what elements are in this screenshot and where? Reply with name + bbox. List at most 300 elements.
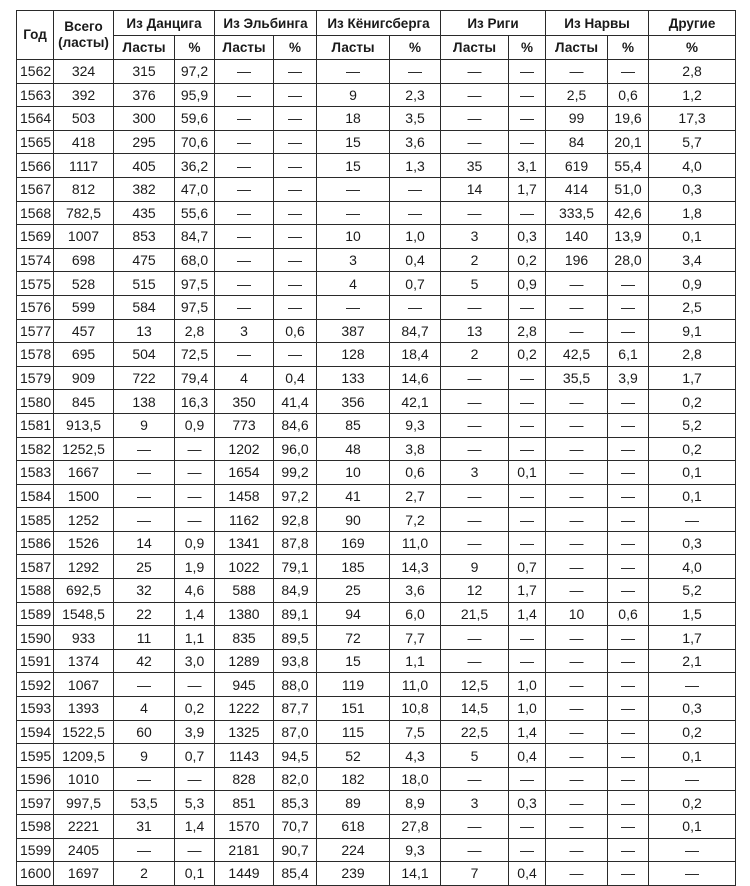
cell-konigsberg-lasts: 182 (317, 767, 390, 791)
cell-narva-percent: 51,0 (608, 177, 649, 201)
cell-narva-lasts: — (546, 791, 608, 815)
cell-elbing-lasts: — (215, 83, 274, 107)
cell-danzig-percent: 0,2 (175, 697, 215, 721)
cell-other-percent: 4,0 (649, 154, 736, 178)
cell-year: 1589 (17, 602, 54, 626)
cell-other-percent: 0,1 (649, 225, 736, 249)
cell-konigsberg-percent: 6,0 (390, 602, 441, 626)
cell-narva-percent: 55,4 (608, 154, 649, 178)
cell-riga-lasts: 5 (441, 272, 509, 296)
table-row (17, 177, 736, 201)
cell-danzig-percent: 16,3 (175, 390, 215, 414)
cell-riga-lasts: — (441, 531, 509, 555)
cell-danzig-percent: 97,2 (175, 60, 215, 84)
cell-narva-lasts: — (546, 295, 608, 319)
cell-other-percent: 0,2 (649, 791, 736, 815)
table-row (17, 107, 736, 131)
cell-riga-percent: 2,8 (509, 319, 546, 343)
cell-riga-percent: 0,4 (509, 862, 546, 886)
cell-konigsberg-lasts: 224 (317, 838, 390, 862)
cell-narva-percent: — (608, 60, 649, 84)
cell-konigsberg-lasts: 72 (317, 626, 390, 650)
cell-total: 1522,5 (54, 720, 114, 744)
cell-year: 1574 (17, 248, 54, 272)
cell-riga-percent: — (509, 815, 546, 839)
cell-danzig-percent: 1,4 (175, 602, 215, 626)
cell-elbing-percent: 93,8 (274, 649, 317, 673)
cell-narva-percent: 42,6 (608, 201, 649, 225)
cell-total: 812 (54, 177, 114, 201)
cell-danzig-lasts: 504 (114, 343, 175, 367)
cell-danzig-lasts: 853 (114, 225, 175, 249)
cell-konigsberg-lasts: 618 (317, 815, 390, 839)
cell-danzig-lasts: — (114, 484, 175, 508)
header-total (54, 11, 114, 60)
subheader-percent: % (509, 36, 546, 60)
header-group-konigsberg: Из Кёнигсберга (317, 11, 441, 36)
cell-konigsberg-percent: 1,1 (390, 649, 441, 673)
cell-konigsberg-lasts: 18 (317, 107, 390, 131)
cell-total: 2221 (54, 815, 114, 839)
cell-danzig-lasts: 4 (114, 697, 175, 721)
table-row (17, 461, 736, 485)
cell-konigsberg-lasts: 115 (317, 720, 390, 744)
cell-riga-percent: 1,4 (509, 720, 546, 744)
cell-year: 1592 (17, 673, 54, 697)
cell-narva-lasts: — (546, 508, 608, 532)
cell-danzig-percent: 97,5 (175, 272, 215, 296)
cell-danzig-percent: 2,8 (175, 319, 215, 343)
cell-konigsberg-percent: 2,7 (390, 484, 441, 508)
cell-total: 1374 (54, 649, 114, 673)
cell-total: 1393 (54, 697, 114, 721)
cell-danzig-percent: — (175, 461, 215, 485)
cell-danzig-percent: — (175, 484, 215, 508)
cell-narva-lasts: 2,5 (546, 83, 608, 107)
cell-konigsberg-percent: 3,6 (390, 579, 441, 603)
cell-narva-lasts: — (546, 531, 608, 555)
cell-konigsberg-lasts: — (317, 60, 390, 84)
cell-riga-lasts: 14 (441, 177, 509, 201)
cell-danzig-percent: — (175, 838, 215, 862)
cell-riga-percent: — (509, 201, 546, 225)
cell-other-percent: — (649, 838, 736, 862)
table-row (17, 602, 736, 626)
cell-elbing-percent: — (274, 130, 317, 154)
cell-narva-percent: — (608, 720, 649, 744)
cell-riga-percent: — (509, 437, 546, 461)
cell-other-percent: 1,7 (649, 626, 736, 650)
cell-other-percent: 0,1 (649, 744, 736, 768)
cell-riga-lasts: 14,5 (441, 697, 509, 721)
cell-elbing-percent: 0,6 (274, 319, 317, 343)
cell-riga-percent: — (509, 413, 546, 437)
cell-narva-percent: — (608, 272, 649, 296)
header-year: Год (17, 11, 54, 60)
cell-elbing-lasts: 828 (215, 767, 274, 791)
cell-danzig-lasts: 2 (114, 862, 175, 886)
cell-konigsberg-lasts: 10 (317, 461, 390, 485)
table-row (17, 531, 736, 555)
cell-narva-percent: — (608, 815, 649, 839)
cell-danzig-lasts: — (114, 838, 175, 862)
cell-other-percent: 3,4 (649, 248, 736, 272)
cell-danzig-percent: 95,9 (175, 83, 215, 107)
cell-konigsberg-lasts: 10 (317, 225, 390, 249)
cell-konigsberg-percent: 9,3 (390, 413, 441, 437)
cell-elbing-percent: 0,4 (274, 366, 317, 390)
cell-total: 1209,5 (54, 744, 114, 768)
cell-elbing-percent: 90,7 (274, 838, 317, 862)
cell-elbing-lasts: — (215, 343, 274, 367)
cell-elbing-lasts: 350 (215, 390, 274, 414)
cell-elbing-lasts: — (215, 272, 274, 296)
cell-narva-lasts: — (546, 555, 608, 579)
cell-total: 1697 (54, 862, 114, 886)
cell-elbing-lasts: — (215, 177, 274, 201)
cell-danzig-percent: 84,7 (175, 225, 215, 249)
cell-riga-lasts: 7 (441, 862, 509, 886)
cell-riga-percent: 0,9 (509, 272, 546, 296)
cell-elbing-lasts: — (215, 130, 274, 154)
cell-other-percent: 0,1 (649, 815, 736, 839)
cell-riga-lasts: — (441, 130, 509, 154)
cell-konigsberg-lasts: 41 (317, 484, 390, 508)
cell-narva-lasts: — (546, 720, 608, 744)
cell-elbing-lasts: 1022 (215, 555, 274, 579)
cell-danzig-lasts: 9 (114, 744, 175, 768)
subheader-lasts: Ласты (114, 36, 175, 60)
cell-narva-percent: — (608, 767, 649, 791)
cell-konigsberg-percent: 14,6 (390, 366, 441, 390)
cell-elbing-percent: — (274, 201, 317, 225)
table-row (17, 838, 736, 862)
cell-riga-percent: — (509, 130, 546, 154)
table-row (17, 295, 736, 319)
cell-total: 692,5 (54, 579, 114, 603)
cell-konigsberg-lasts: 90 (317, 508, 390, 532)
subheader-percent: % (390, 36, 441, 60)
cell-konigsberg-lasts: 356 (317, 390, 390, 414)
cell-konigsberg-lasts: 52 (317, 744, 390, 768)
cell-narva-percent: — (608, 579, 649, 603)
cell-narva-percent: 0,6 (608, 83, 649, 107)
cell-danzig-lasts: — (114, 437, 175, 461)
cell-other-percent: 5,2 (649, 579, 736, 603)
cell-konigsberg-lasts: 9 (317, 83, 390, 107)
cell-total: 1117 (54, 154, 114, 178)
cell-riga-percent: — (509, 366, 546, 390)
cell-konigsberg-percent: 11,0 (390, 531, 441, 555)
cell-narva-lasts: — (546, 673, 608, 697)
cell-total: 933 (54, 626, 114, 650)
cell-konigsberg-percent: 84,7 (390, 319, 441, 343)
cell-other-percent: 0,2 (649, 720, 736, 744)
cell-konigsberg-lasts: 4 (317, 272, 390, 296)
cell-year: 1565 (17, 130, 54, 154)
cell-konigsberg-lasts: 239 (317, 862, 390, 886)
cell-elbing-percent: 84,6 (274, 413, 317, 437)
cell-konigsberg-percent: 11,0 (390, 673, 441, 697)
cell-danzig-lasts: 382 (114, 177, 175, 201)
header-group-other: Другие (649, 11, 736, 36)
cell-total: 782,5 (54, 201, 114, 225)
table-row (17, 744, 736, 768)
cell-year: 1578 (17, 343, 54, 367)
cell-year: 1596 (17, 767, 54, 791)
cell-konigsberg-percent: 27,8 (390, 815, 441, 839)
table-row (17, 60, 736, 84)
cell-elbing-lasts: — (215, 248, 274, 272)
cell-elbing-lasts: 1289 (215, 649, 274, 673)
cell-other-percent: — (649, 673, 736, 697)
table-row (17, 319, 736, 343)
cell-danzig-percent: 68,0 (175, 248, 215, 272)
cell-konigsberg-percent: — (390, 177, 441, 201)
cell-elbing-lasts: 1654 (215, 461, 274, 485)
cell-narva-lasts: 99 (546, 107, 608, 131)
cell-danzig-lasts: 475 (114, 248, 175, 272)
subheader-lasts: Ласты (215, 36, 274, 60)
cell-konigsberg-percent: 0,7 (390, 272, 441, 296)
cell-total: 457 (54, 319, 114, 343)
cell-konigsberg-lasts: 15 (317, 154, 390, 178)
cell-konigsberg-lasts: 85 (317, 413, 390, 437)
cell-year: 1581 (17, 413, 54, 437)
cell-danzig-percent: 1,1 (175, 626, 215, 650)
cell-year: 1563 (17, 83, 54, 107)
cell-elbing-lasts: 773 (215, 413, 274, 437)
cell-danzig-percent: 3,9 (175, 720, 215, 744)
table-row (17, 437, 736, 461)
cell-danzig-lasts: 376 (114, 83, 175, 107)
cell-other-percent: 1,2 (649, 83, 736, 107)
cell-narva-percent: — (608, 413, 649, 437)
cell-elbing-lasts: 1449 (215, 862, 274, 886)
cell-year: 1566 (17, 154, 54, 178)
cell-danzig-percent: 1,4 (175, 815, 215, 839)
cell-danzig-lasts: — (114, 461, 175, 485)
cell-konigsberg-percent: 0,4 (390, 248, 441, 272)
table-row (17, 272, 736, 296)
cell-riga-percent: 0,3 (509, 225, 546, 249)
cell-narva-percent: — (608, 626, 649, 650)
cell-riga-percent: 1,7 (509, 579, 546, 603)
table-row (17, 343, 736, 367)
cell-other-percent: 0,3 (649, 697, 736, 721)
cell-riga-percent: — (509, 107, 546, 131)
cell-year: 1597 (17, 791, 54, 815)
cell-danzig-percent: 59,6 (175, 107, 215, 131)
cell-danzig-lasts: — (114, 508, 175, 532)
cell-konigsberg-lasts: 25 (317, 579, 390, 603)
cell-narva-lasts: — (546, 484, 608, 508)
cell-narva-lasts: 619 (546, 154, 608, 178)
header-group-narva: Из Нарвы (546, 11, 649, 36)
cell-total: 845 (54, 390, 114, 414)
cell-riga-lasts: — (441, 201, 509, 225)
cell-danzig-percent: 4,6 (175, 579, 215, 603)
cell-year: 1584 (17, 484, 54, 508)
cell-elbing-percent: — (274, 248, 317, 272)
table-row (17, 579, 736, 603)
header-group-elbing: Из Эльбинга (215, 11, 317, 36)
cell-elbing-percent: — (274, 343, 317, 367)
cell-konigsberg-percent: 18,0 (390, 767, 441, 791)
cell-total: 2405 (54, 838, 114, 862)
cell-konigsberg-lasts: 128 (317, 343, 390, 367)
cell-konigsberg-percent: — (390, 295, 441, 319)
cell-konigsberg-lasts: — (317, 177, 390, 201)
cell-year: 1583 (17, 461, 54, 485)
header-row-units (17, 36, 736, 60)
cell-elbing-percent: 85,4 (274, 862, 317, 886)
cell-elbing-percent: — (274, 107, 317, 131)
grain-exports-table-container (16, 10, 735, 886)
cell-year: 1569 (17, 225, 54, 249)
table-row (17, 413, 736, 437)
cell-riga-lasts: — (441, 366, 509, 390)
cell-year: 1564 (17, 107, 54, 131)
cell-riga-lasts: 22,5 (441, 720, 509, 744)
cell-konigsberg-lasts: 185 (317, 555, 390, 579)
cell-other-percent: 5,7 (649, 130, 736, 154)
cell-other-percent: 0,1 (649, 484, 736, 508)
cell-riga-percent: — (509, 626, 546, 650)
cell-danzig-lasts: 435 (114, 201, 175, 225)
cell-other-percent: — (649, 508, 736, 532)
cell-riga-percent: — (509, 60, 546, 84)
table-row (17, 130, 736, 154)
cell-riga-percent: 1,0 (509, 697, 546, 721)
cell-danzig-percent: 47,0 (175, 177, 215, 201)
cell-total: 599 (54, 295, 114, 319)
cell-other-percent: 17,3 (649, 107, 736, 131)
cell-narva-lasts: 140 (546, 225, 608, 249)
cell-riga-lasts: — (441, 107, 509, 131)
table-row (17, 673, 736, 697)
cell-danzig-percent: 36,2 (175, 154, 215, 178)
cell-riga-lasts: 2 (441, 248, 509, 272)
cell-elbing-lasts: 1570 (215, 815, 274, 839)
cell-danzig-percent: 0,9 (175, 413, 215, 437)
cell-other-percent: 1,5 (649, 602, 736, 626)
cell-riga-percent: 0,4 (509, 744, 546, 768)
cell-riga-percent: — (509, 390, 546, 414)
cell-elbing-percent: — (274, 60, 317, 84)
cell-elbing-percent: 97,2 (274, 484, 317, 508)
cell-narva-percent: 19,6 (608, 107, 649, 131)
cell-year: 1587 (17, 555, 54, 579)
cell-narva-lasts: — (546, 461, 608, 485)
subheader-lasts: Ласты (317, 36, 390, 60)
cell-konigsberg-percent: 3,8 (390, 437, 441, 461)
cell-year: 1568 (17, 201, 54, 225)
subheader-percent: % (649, 36, 736, 60)
cell-riga-lasts: — (441, 767, 509, 791)
cell-elbing-lasts: 1458 (215, 484, 274, 508)
cell-narva-percent: — (608, 484, 649, 508)
cell-total: 1526 (54, 531, 114, 555)
table-row (17, 697, 736, 721)
cell-riga-lasts: 2 (441, 343, 509, 367)
cell-elbing-percent: 82,0 (274, 767, 317, 791)
cell-danzig-lasts: 60 (114, 720, 175, 744)
cell-elbing-lasts: 1162 (215, 508, 274, 532)
subheader-lasts: Ласты (546, 36, 608, 60)
cell-danzig-lasts: 31 (114, 815, 175, 839)
cell-konigsberg-percent: 42,1 (390, 390, 441, 414)
cell-narva-lasts: — (546, 272, 608, 296)
cell-danzig-percent: — (175, 437, 215, 461)
cell-elbing-lasts: — (215, 225, 274, 249)
table-row (17, 508, 736, 532)
cell-total: 1252,5 (54, 437, 114, 461)
cell-konigsberg-percent: 9,3 (390, 838, 441, 862)
cell-danzig-lasts: 13 (114, 319, 175, 343)
cell-riga-percent: 0,3 (509, 791, 546, 815)
cell-elbing-lasts: 1202 (215, 437, 274, 461)
cell-konigsberg-percent: 1,0 (390, 225, 441, 249)
cell-danzig-lasts: 22 (114, 602, 175, 626)
cell-elbing-percent: 79,1 (274, 555, 317, 579)
cell-narva-percent: 3,9 (608, 366, 649, 390)
cell-danzig-lasts: — (114, 767, 175, 791)
cell-elbing-lasts: 1341 (215, 531, 274, 555)
cell-riga-lasts: 35 (441, 154, 509, 178)
cell-riga-lasts: — (441, 838, 509, 862)
cell-danzig-percent: — (175, 767, 215, 791)
cell-year: 1588 (17, 579, 54, 603)
cell-elbing-lasts: 1380 (215, 602, 274, 626)
cell-konigsberg-lasts: — (317, 295, 390, 319)
cell-elbing-lasts: — (215, 154, 274, 178)
cell-konigsberg-lasts: 3 (317, 248, 390, 272)
cell-elbing-percent: — (274, 83, 317, 107)
cell-elbing-lasts: 851 (215, 791, 274, 815)
cell-danzig-percent: — (175, 673, 215, 697)
table-row (17, 484, 736, 508)
cell-narva-lasts: 333,5 (546, 201, 608, 225)
cell-narva-percent: — (608, 437, 649, 461)
cell-riga-lasts: 12 (441, 579, 509, 603)
cell-narva-percent: 20,1 (608, 130, 649, 154)
cell-danzig-lasts: 300 (114, 107, 175, 131)
cell-konigsberg-percent: — (390, 60, 441, 84)
cell-other-percent: 0,3 (649, 177, 736, 201)
cell-danzig-lasts: 42 (114, 649, 175, 673)
cell-total: 1548,5 (54, 602, 114, 626)
cell-konigsberg-percent: 0,6 (390, 461, 441, 485)
cell-narva-percent: — (608, 319, 649, 343)
cell-riga-percent: 0,1 (509, 461, 546, 485)
cell-riga-lasts: — (441, 83, 509, 107)
cell-konigsberg-lasts: 133 (317, 366, 390, 390)
cell-danzig-percent: 97,5 (175, 295, 215, 319)
cell-danzig-lasts: — (114, 673, 175, 697)
cell-narva-lasts: — (546, 767, 608, 791)
cell-elbing-lasts: — (215, 107, 274, 131)
table-row (17, 225, 736, 249)
cell-narva-lasts: — (546, 579, 608, 603)
table-row (17, 649, 736, 673)
cell-konigsberg-lasts: 387 (317, 319, 390, 343)
cell-riga-lasts: 21,5 (441, 602, 509, 626)
cell-elbing-lasts: 1222 (215, 697, 274, 721)
cell-total: 1500 (54, 484, 114, 508)
cell-year: 1579 (17, 366, 54, 390)
cell-elbing-lasts: 588 (215, 579, 274, 603)
